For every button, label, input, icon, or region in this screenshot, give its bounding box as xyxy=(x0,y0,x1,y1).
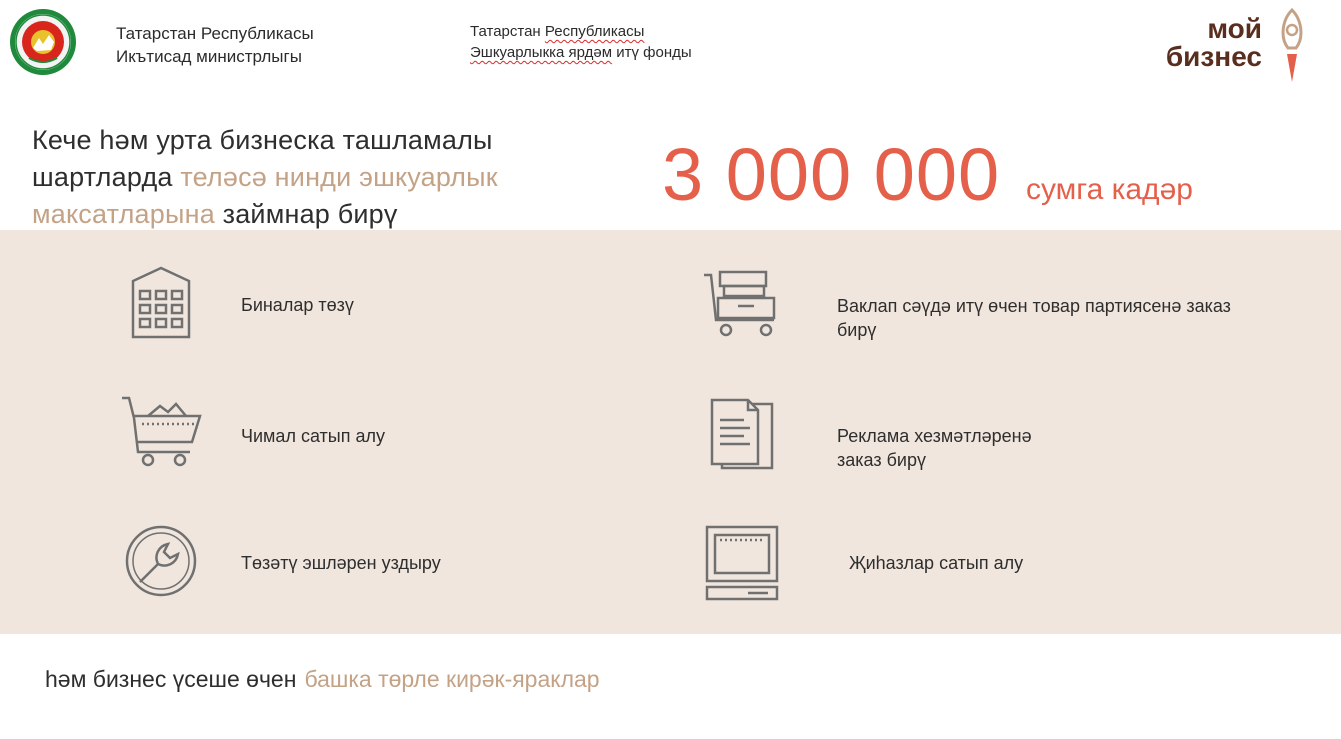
fund-line-2-a: Эшкуарлыкка ярдәм xyxy=(470,44,613,61)
building-icon xyxy=(128,265,194,339)
headline-line-3 xyxy=(32,196,552,233)
purpose-goods-line-2: бирү xyxy=(837,320,877,340)
fund-line-2-b: итү фонды xyxy=(612,44,692,61)
purpose-advertising-line-1: Реклама хезмәтләренә xyxy=(837,426,1032,446)
documents-icon xyxy=(708,398,776,472)
footer-plain: һәм бизнес үсеше өчен xyxy=(45,666,297,692)
loan-amount: 3 000 000 xyxy=(662,133,1001,216)
footer-note xyxy=(45,664,600,694)
fund-line-1-b: Республикасы xyxy=(544,23,645,40)
brand-line-1: мой xyxy=(1207,13,1262,44)
headline-line-1: Кече һәм урта бизнеска ташламалы xyxy=(32,125,493,155)
fund-line-1-a: Татарстан xyxy=(470,23,545,40)
headline xyxy=(32,122,552,233)
brand-line-2: бизнес xyxy=(1165,41,1262,72)
cart-boxes-icon xyxy=(702,268,778,340)
computer-icon xyxy=(704,525,780,601)
headline-line-3-plain: займнар бирү xyxy=(214,199,398,229)
moi-biznes-logo xyxy=(1150,8,1325,86)
ministry-name xyxy=(116,22,314,68)
shopping-cart-icon xyxy=(120,394,202,468)
headline-line-2 xyxy=(32,159,552,196)
loan-amount-unit: сумга кадәр xyxy=(1026,173,1193,206)
purpose-goods xyxy=(837,294,1231,342)
purpose-raw-materials: Чимал сатып алу xyxy=(241,426,385,446)
headline-line-3-accent: максатларына xyxy=(32,199,215,229)
wrench-icon xyxy=(124,524,198,598)
purpose-equipment: Җиһазлар сатып алу xyxy=(849,553,1024,573)
rocket-icon xyxy=(1283,10,1301,82)
purpose-advertising xyxy=(837,424,1032,472)
tatarstan-emblem-icon xyxy=(9,8,77,76)
footer-accent: башка төрле кирәк-яраклар xyxy=(304,666,600,692)
purpose-goods-line-1: Ваклап сәүдә итү өчен товар партиясенә заказ xyxy=(837,296,1231,316)
ministry-line-2: Икътисад министрлыгы xyxy=(116,47,302,66)
fund-line-2 xyxy=(470,42,692,63)
purpose-advertising-line-2: заказ бирү xyxy=(837,450,926,470)
purpose-repair: Төзәтү эшләрен уздыру xyxy=(241,553,441,573)
headline-line-2-accent: теләсә нинди эшкуарлык xyxy=(180,162,498,192)
fund-line-1 xyxy=(470,21,692,42)
headline-line-2-plain: шартларда xyxy=(32,162,181,192)
ministry-line-1: Татарстан Республикасы xyxy=(116,24,314,43)
purpose-buildings: Биналар төзү xyxy=(241,295,354,315)
fund-name xyxy=(470,21,692,63)
